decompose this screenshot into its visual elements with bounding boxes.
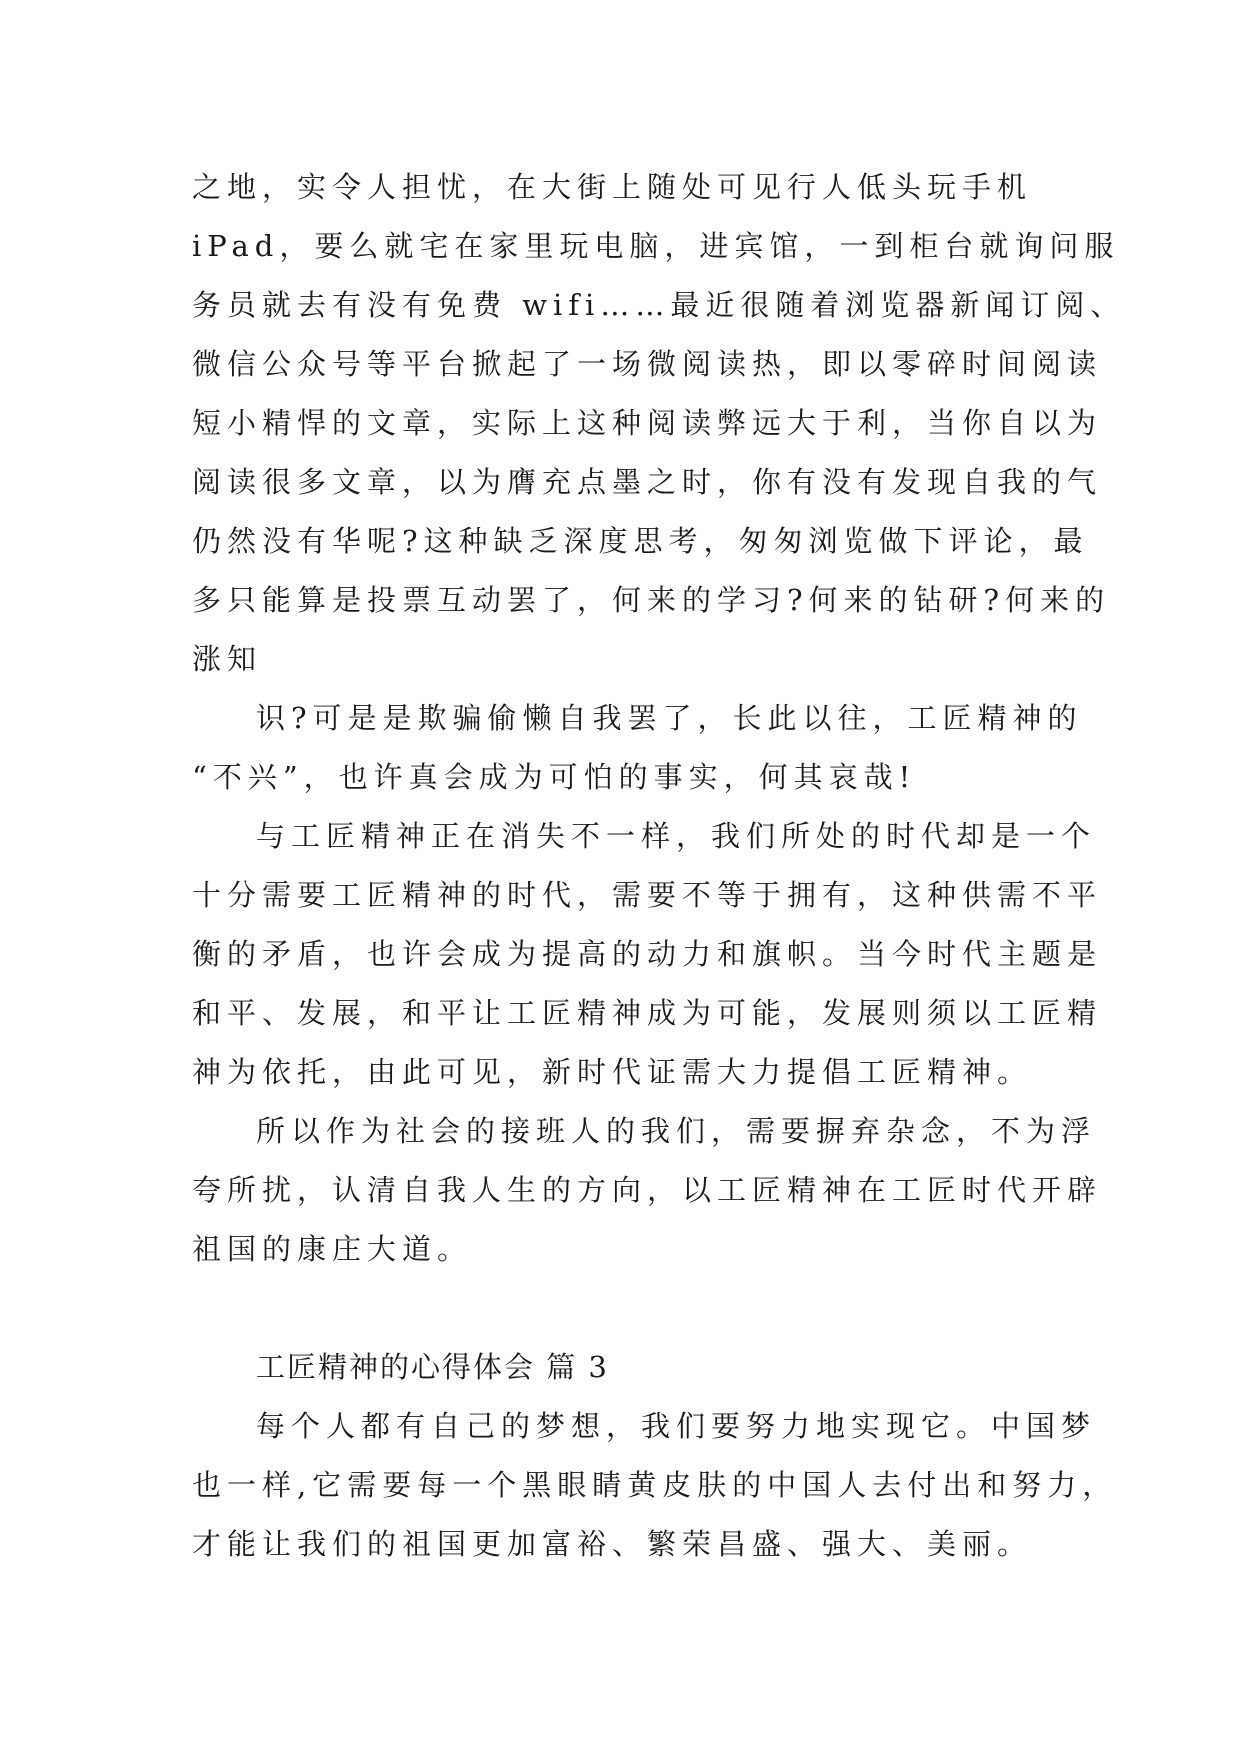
- paragraph-start-line: 与工匠精神正在消失不一样，我们所处的时代却是一个: [256, 819, 1097, 853]
- paragraph-start-line: 每个人都有自己的梦想，我们要努力地实现它。中国梦: [256, 1409, 1097, 1443]
- text-line: iPad，要么就宅在家里玩电脑，进宾馆，一到柜台就询问服: [192, 229, 1120, 263]
- document-body: [192, 158, 1126, 1574]
- text-line: 短小精悍的文章，实际上这种阅读弊远大于利，当你自以为: [192, 406, 1103, 440]
- text-line: 才能让我们的祖国更加富裕、繁荣昌盛、强大、美丽。: [192, 1527, 1033, 1561]
- paragraph-start-line: 识?可是是欺骗偷懒自我罢了，长此以往，工匠精神的: [256, 701, 1083, 735]
- text-line: 衡的矛盾，也许会成为提高的动力和旗帜。当今时代主题是: [192, 937, 1103, 971]
- text-line: 多只能算是投票互动罢了，何来的学习?何来的钻研?何来的: [192, 583, 1111, 617]
- text-line: 务员就去有没有免费 wifi……最近很随着浏览器新闻订阅、: [192, 288, 1126, 322]
- text-line: 也一样,它需要每一个黑眼睛黄皮肤的中国人去付出和努力，: [192, 1468, 1118, 1502]
- text-line: 阅读很多文章，以为膺充点墨之时，你有没有发现自我的气: [192, 465, 1103, 499]
- text-line: 神为依托，由此可见，新时代证需大力提倡工匠精神。: [192, 1055, 1033, 1089]
- text-line: “不兴”，也许真会成为可怕的事实，何其哀哉!: [192, 760, 917, 794]
- text-line: 十分需要工匠精神的时代，需要不等于拥有，这种供需不平: [192, 878, 1103, 912]
- text-line: 微信公众号等平台掀起了一场微阅读热，即以零碎时间阅读: [192, 347, 1103, 381]
- blank-line: [192, 1279, 1052, 1338]
- paragraph-start-line: 所以作为社会的接班人的我们，需要摒弃杂念，不为浮: [256, 1114, 1097, 1148]
- section-heading: 工匠精神的心得体会 篇 3: [256, 1350, 609, 1384]
- text-line: 涨知: [192, 642, 263, 676]
- text-line: 夸所扰，认清自我人生的方向，以工匠精神在工匠时代开辟: [192, 1173, 1103, 1207]
- text-line: 祖国的康庄大道。: [192, 1232, 473, 1266]
- text-line: 仍然没有华呢?这种缺乏深度思考，匆匆浏览做下评论，最: [192, 524, 1089, 558]
- text-line: 之地，实令人担忧，在大街上随处可见行人低头玩手机: [192, 170, 1033, 204]
- text-line: 和平、发展，和平让工匠精神成为可能，发展则须以工匠精: [192, 996, 1103, 1030]
